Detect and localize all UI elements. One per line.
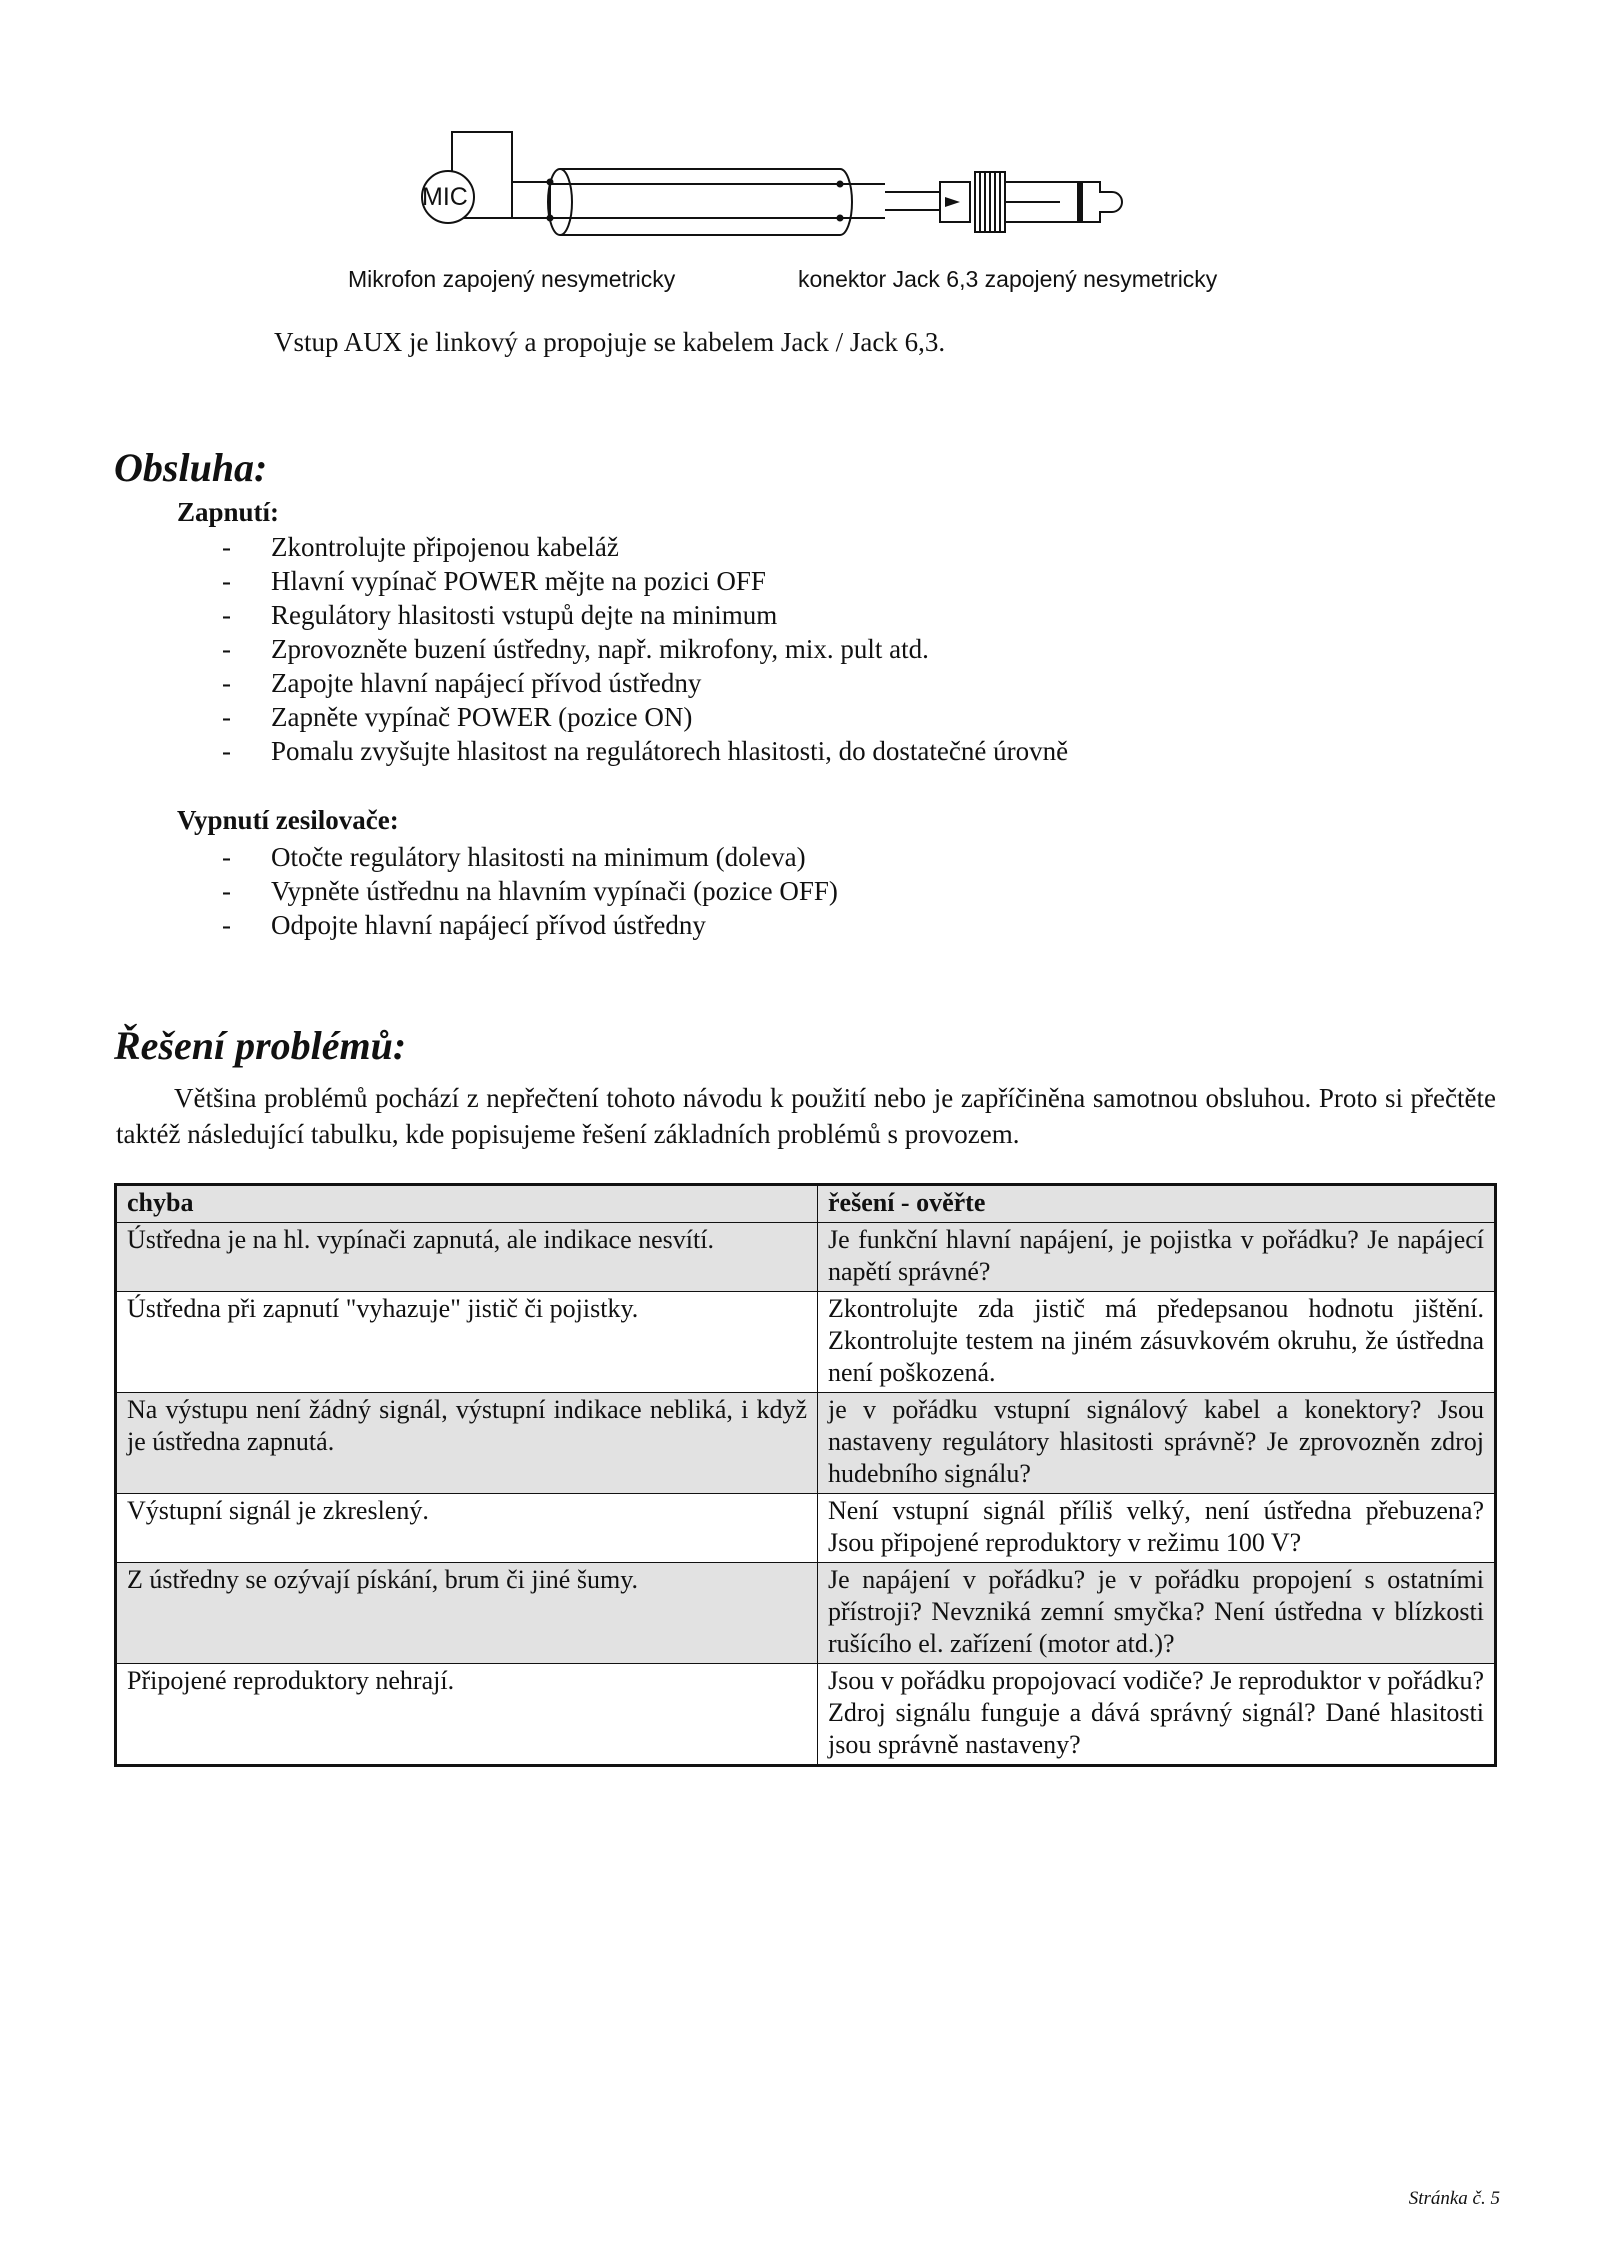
table-row (116, 1393, 1496, 1494)
list-item-text: Zprovozněte buzení ústředny, např. mikrofony, mix. pult atd. (271, 634, 929, 664)
table-header-row (116, 1185, 1496, 1223)
wiring-diagram (400, 122, 1200, 262)
column-header-solution: řešení - ověřte (818, 1185, 1496, 1223)
troubleshooting-heading: Řešení problémů: (114, 1023, 407, 1068)
solution-cell: Je napájení v pořádku? je v pořádku propojení s ostatními přístroji? Nevzniká zemní smyčka? Není ústředna v blízkosti rušícího el. zařízení (motor atd.)? (818, 1563, 1496, 1664)
list-item (177, 700, 1068, 734)
dash-bullet: - (222, 668, 231, 698)
solution-cell: Jsou v pořádku propojovací vodiče? Je reproduktor v pořádku? Zdroj signálu funguje a dává správný signál? Dané hlasitosti jsou správně nastaveny? (818, 1664, 1496, 1766)
list-item (177, 908, 838, 942)
list-item-text: Zapněte vypínač POWER (pozice ON) (271, 702, 693, 732)
dash-bullet: - (222, 600, 231, 630)
list-item (177, 840, 838, 874)
list-item-text: Otočte regulátory hlasitosti na minimum (doleva) (271, 842, 806, 872)
operation-heading: Obsluha: (114, 445, 268, 490)
troubleshooting-table (114, 1183, 1497, 1767)
problem-cell: Z ústředny se ozývají pískání, brum či jiné šumy. (116, 1563, 818, 1664)
list-item (177, 666, 1068, 700)
problem-cell: Ústředna je na hl. vypínači zapnutá, ale indikace nesvítí. (116, 1223, 818, 1292)
dash-bullet: - (222, 566, 231, 596)
page-number: Stránka č. 5 (1408, 2188, 1500, 2209)
mic-label: MIC (422, 183, 468, 211)
list-item (177, 530, 1068, 564)
list-item (177, 564, 1068, 598)
troubleshooting-intro: Většina problémů pochází z nepřečtení tohoto návodu k použití nebo je zapříčiněna samotnou obsluhou. Proto si přečtěte taktéž následující tabulku, kde popisujeme řešení základních problémů s provozem. (116, 1083, 1496, 1149)
list-item-text: Regulátory hlasitosti vstupů dejte na minimum (271, 600, 778, 630)
list-item (177, 598, 1068, 632)
list-item-text: Zapojte hlavní napájecí přívod ústředny (271, 668, 702, 698)
dash-bullet: - (222, 634, 231, 664)
list-item-text: Zkontrolujte připojenou kabeláž (271, 532, 619, 562)
dash-bullet: - (222, 702, 231, 732)
solution-cell: Není vstupní signál příliš velký, není ústředna přebuzena? Jsou připojené reproduktory v režimu 100 V? (818, 1494, 1496, 1563)
problem-cell: Na výstupu není žádný signál, výstupní indikace nebliká, i když je ústředna zapnutá. (116, 1393, 818, 1494)
problem-cell: Ústředna při zapnutí "vyhazuje" jistič či pojistky. (116, 1292, 818, 1393)
table-row (116, 1563, 1496, 1664)
list-item (177, 632, 1068, 666)
list-item (177, 734, 1068, 768)
table-row (116, 1494, 1496, 1563)
aux-note: Vstup AUX je linkový a propojuje se kabelem Jack / Jack 6,3. (274, 327, 946, 357)
column-header-problem: chyba (116, 1185, 818, 1223)
list-item-text: Hlavní vypínač POWER mějte na pozici OFF (271, 566, 766, 596)
list-item-text: Vypněte ústřednu na hlavním vypínači (pozice OFF) (271, 876, 838, 906)
solution-cell: Je funkční hlavní napájení, je pojistka v pořádku? Je napájecí napětí správné? (818, 1223, 1496, 1292)
problem-cell: Připojené reproduktory nehrají. (116, 1664, 818, 1766)
dash-bullet: - (222, 910, 231, 940)
list-item (177, 874, 838, 908)
table-row (116, 1664, 1496, 1766)
diagram-caption-right: konektor Jack 6,3 zapojený nesymetricky (798, 266, 1218, 292)
power-on-title: Zapnutí: (177, 497, 280, 527)
dash-bullet: - (222, 532, 231, 562)
solution-cell: je v pořádku vstupní signálový kabel a konektory? Jsou nastaveny regulátory hlasitosti správně? Je zprovozněn zdroj hudebního signálu? (818, 1393, 1496, 1494)
dash-bullet: - (222, 736, 231, 766)
dash-bullet: - (222, 876, 231, 906)
dash-bullet: - (222, 842, 231, 872)
power-off-list (177, 840, 838, 942)
cable-body (548, 169, 852, 235)
table-row (116, 1292, 1496, 1393)
problem-cell: Výstupní signál je zkreslený. (116, 1494, 818, 1563)
power-on-list (177, 530, 1068, 768)
list-item-text: Pomalu zvyšujte hlasitost na regulátorech hlasitosti, do dostatečné úrovně (271, 736, 1069, 766)
power-off-title: Vypnutí zesilovače: (177, 805, 399, 835)
solution-cell: Zkontrolujte zda jistič má předepsanou hodnotu jištění. Zkontrolujte testem na jiném zásuvkovém okruhu, že ústředna není poškozená. (818, 1292, 1496, 1393)
table-row (116, 1223, 1496, 1292)
diagram-caption-left: Mikrofon zapojený nesymetricky (348, 266, 676, 292)
list-item-text: Odpojte hlavní napájecí přívod ústředny (271, 910, 706, 940)
